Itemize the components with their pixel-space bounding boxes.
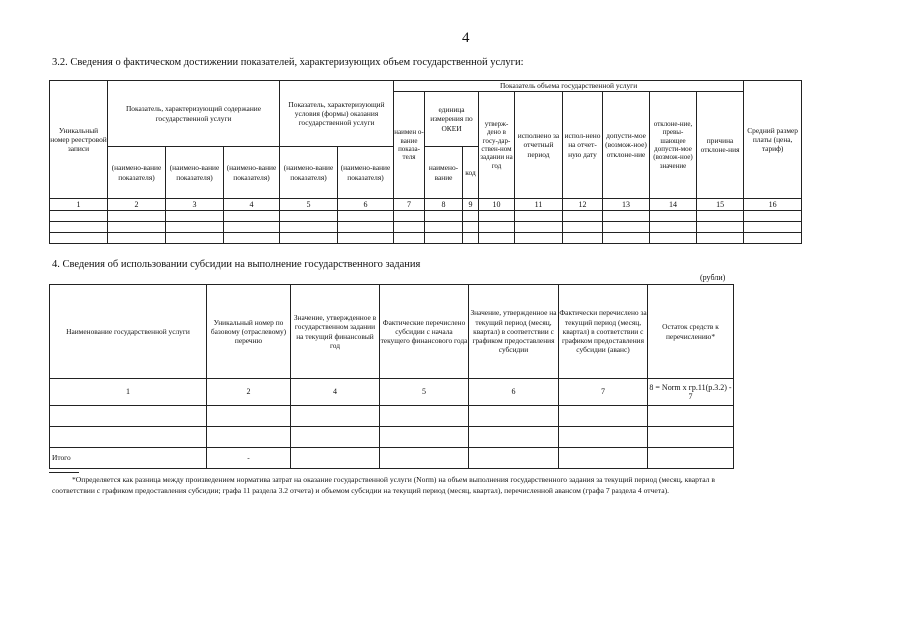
- col-number: 7: [394, 199, 425, 211]
- footnote: *Определяется как разница между произведением норматива затрат на оказание государственной услуги (Norm) на объем выполнения государственного задания за текущий период (месяц, квартал в соответствии с графиком предоставления субсидии; графа 11 раздела 3.2 отчета) и объемом субсидии на текущий период (месяц, квартал), перечисленной авансом (графа 7 раздела 4 отчета).: [52, 475, 715, 495]
- col-number: 6: [469, 379, 559, 406]
- col-number: 8: [425, 199, 463, 211]
- content-sub-name-2: (наимено-вание показателя): [166, 147, 224, 199]
- registry-number-header: Уникальный номер реестровой записи: [50, 81, 108, 199]
- subsidy-usage-table: [49, 284, 734, 469]
- col-number: 5: [280, 199, 338, 211]
- table-row: [50, 406, 734, 427]
- col-number: 14: [650, 199, 697, 211]
- col-number: 6: [338, 199, 394, 211]
- executed-period-header: исполнено за отчетный период: [515, 92, 563, 199]
- content-indicator-header: Показатель, характеризующий содержание государственной услуги: [108, 81, 280, 147]
- col-number: 1: [50, 379, 207, 406]
- service-name-header: Наименование государственной услуги: [50, 285, 207, 379]
- exceeding-deviation-header: отклоне-ние, превы-шающее допусти-мое (возмож-ное) значение: [650, 92, 697, 199]
- approved-header: утверж-дено в госу-дар-ствен-ном задании на год: [479, 92, 515, 199]
- col-number: 13: [603, 199, 650, 211]
- table-row: [50, 233, 802, 244]
- approved-period-header: Значение, утвержденное на текущий период (месяц, квартал) в соответствии с графиком предоставления субсидии: [469, 285, 559, 379]
- content-sub-name-3: (наимено-вание показателя): [224, 147, 280, 199]
- indicator-name-header: наимен о-вание показа-теля: [394, 92, 425, 199]
- col-number: 3: [166, 199, 224, 211]
- table-row: [50, 427, 734, 448]
- col-number: 9: [463, 199, 479, 211]
- col-number: 4: [291, 379, 380, 406]
- volume-indicator-header: Показатель объема государственной услуги: [394, 81, 744, 92]
- unit-code-header: код: [463, 147, 479, 199]
- transferred-year-header: Фактические перечислено субсидии с начала текущего финансового года: [380, 285, 469, 379]
- unique-number-header: Уникальный номер по базовому (отраслевому) перечню: [207, 285, 291, 379]
- col-number: 10: [479, 199, 515, 211]
- total-row: [50, 448, 734, 469]
- executed-date-header: испол-нено на отчет-ную дату: [563, 92, 603, 199]
- col-number: 5: [380, 379, 469, 406]
- col-number: 7: [559, 379, 648, 406]
- col-number-formula: 8 = Norm х гр.11(р.3.2) - 7: [648, 379, 734, 406]
- avg-fee-header: Средний размер платы (цена, тариф): [744, 81, 802, 199]
- col-number: 4: [224, 199, 280, 211]
- table-row: [50, 222, 802, 233]
- total-dash: -: [207, 448, 291, 469]
- content-sub-name-1: (наимено-вание показателя): [108, 147, 166, 199]
- col-number: 15: [697, 199, 744, 211]
- transferred-period-header: Фактически перечислено за текущий период (месяц, квартал) в соответствии с графиком предоставления субсидии (аванс): [559, 285, 648, 379]
- conditions-sub-name-2: (наимено-вание показателя): [338, 147, 394, 199]
- page-number: 4: [462, 30, 470, 46]
- col-number: 16: [744, 199, 802, 211]
- col-number: 11: [515, 199, 563, 211]
- section-3-2-title: 3.2. Сведения о фактическом достижении показателей, характеризующих объем государственной услуги:: [52, 57, 524, 68]
- unit-name-header: наимено-вание: [425, 147, 463, 199]
- col-number: 12: [563, 199, 603, 211]
- total-label: Итого: [50, 448, 207, 469]
- allowed-deviation-header: допусти-мое (возмож-ное) отклоне-ние: [603, 92, 650, 199]
- section-4-title: 4. Сведения об использовании субсидии на выполнение государственного задания: [52, 259, 421, 270]
- col-number: 2: [108, 199, 166, 211]
- units-label: (рубли): [700, 273, 726, 282]
- unit-okei-header: единица измерения по ОКЕИ: [425, 92, 479, 147]
- conditions-sub-name-1: (наимено-вание показателя): [280, 147, 338, 199]
- indicators-volume-table: [49, 80, 802, 244]
- remaining-funds-header: Остаток средств к перечислению*: [648, 285, 734, 379]
- deviation-reason-header: причина отклоне-ния: [697, 92, 744, 199]
- col-number: 1: [50, 199, 108, 211]
- footnote-divider: [49, 472, 79, 473]
- conditions-indicator-header: Показатель, характеризующий условия (формы) оказания государственной услуги: [280, 81, 394, 147]
- col-number: 2: [207, 379, 291, 406]
- approved-year-header: Значение, утвержденное в государственном задании на текущий финансовый год: [291, 285, 380, 379]
- table-row: [50, 211, 802, 222]
